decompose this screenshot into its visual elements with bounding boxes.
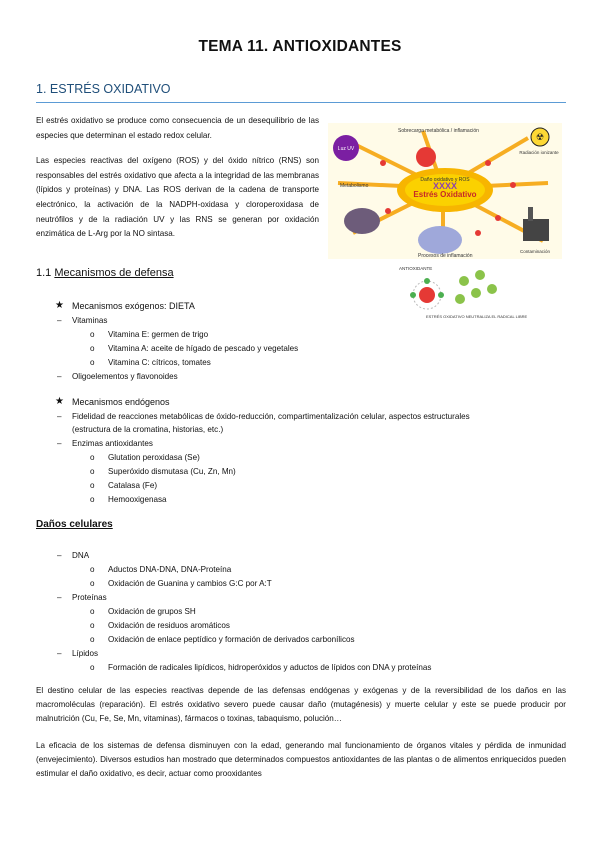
dash-bullet: – <box>57 412 62 421</box>
circle-bullet: o <box>90 607 95 616</box>
antioxidant-bottom: ESTRÉS OXIDATIVO NEUTRALIZA EL RADICAL LIBRE <box>426 314 528 319</box>
endo-item: Enzimas antioxidantes <box>72 439 153 448</box>
circle-bullet: o <box>90 663 95 672</box>
svg-text:☢: ☢ <box>535 133 545 143</box>
radiation-label: Radiación ionizante <box>519 150 559 155</box>
circle-bullet: o <box>90 358 95 367</box>
vitamin-item: Vitamina A: aceite de hígado de pescado y vegetales <box>108 344 299 353</box>
bottom-label: Procesos de inflamación <box>418 253 473 259</box>
dash-bullet: – <box>57 649 62 658</box>
uv-label: Luz UV <box>337 146 355 152</box>
center-top-label: Daño oxidativo y ROS <box>420 177 470 183</box>
heading-text: Mecanismos de defensa <box>54 267 174 279</box>
heading-rule <box>36 102 566 103</box>
radical-icon <box>419 287 435 303</box>
star-bullet: ★ <box>55 300 64 311</box>
section-heading-estres: 1. ESTRÉS OXIDATIVO <box>36 82 171 96</box>
antioxidant-figure <box>396 263 528 331</box>
dash-bullet: – <box>57 551 62 560</box>
dna-glyph: XXXX <box>432 181 458 191</box>
subsection-heading-defensa <box>36 267 174 279</box>
top-label: Sobrecarga metabólica / inflamación <box>398 128 479 134</box>
circle-bullet: o <box>90 344 95 353</box>
antioxidant-label: ANTIOXIDANTE <box>399 266 433 271</box>
oxidative-stress-figure <box>328 123 562 259</box>
dash-bullet: – <box>57 316 62 325</box>
exo-item: Oligoelementos y flavonoides <box>72 372 178 381</box>
damage-item: Oxidación de residuos aromáticos <box>108 621 230 630</box>
damage-item: Formación de radicales lipídicos, hidroperóxidos y aductos de lípidos con DNA y proteínas <box>108 663 432 672</box>
circle-bullet: o <box>90 565 95 574</box>
damage-heading: Daños celulares <box>36 519 113 530</box>
paragraph: La eficacia de los sistemas de defensa disminuyen con la edad, generando mal funcionamiento de órganos vitales y pérdida de inmunidad (envejecimiento). Diversos estudios han mostrado que determinados compuestos antioxidantes de las plantas o de alimentos enriquecidos pueden estimular el daño oxidativo, es decir, actuar como prooxidantes <box>36 740 566 779</box>
damage-category: Proteínas <box>72 593 107 602</box>
circle-bullet: o <box>90 635 95 644</box>
mito-label: Metabolismo <box>340 183 369 189</box>
center-label: Estrés Oxidativo <box>413 190 477 199</box>
dash-bullet: – <box>57 372 62 381</box>
mitochondria-icon <box>344 208 380 234</box>
heading-number: 1.1 <box>36 267 52 279</box>
dash-bullet: – <box>57 439 62 448</box>
closing-text <box>36 684 566 781</box>
exo-item: Vitaminas <box>72 316 108 325</box>
apple-icon <box>416 147 436 167</box>
enzyme-item: Catalasa (Fe) <box>108 481 158 490</box>
vitamin-item: Vitamina C: cítricos, tomates <box>108 358 211 367</box>
exo-title: Mecanismos exógenos: DIETA <box>72 301 195 311</box>
enzyme-item: Glutation peroxidasa (Se) <box>108 453 200 462</box>
endo-item-cont: (estructura de la cromatina, historias, etc.) <box>72 425 224 434</box>
enzyme-item: Hemooxigenasa <box>108 495 167 504</box>
damage-item: Oxidación de grupos SH <box>108 607 196 616</box>
dash-bullet: – <box>57 593 62 602</box>
endo-title: Mecanismos endógenos <box>72 397 170 407</box>
star-bullet: ★ <box>55 396 64 407</box>
paragraph: El destino celular de las especies reactivas depende de las defensas endógenas y exógenas y de la reversibilidad de los daños en las macromoléculas (reparación). El estrés oxidativo severo puede causar daño (mutagénesis) y muerte celular y este se puede producir por malnutrición (Cu, Fe, Se, Mn, vitaminas), fármacos o toxinas, tabaquismo, polución… <box>36 686 566 724</box>
circle-bullet: o <box>90 579 95 588</box>
vitamin-item: Vitamina E: germen de trigo <box>108 330 209 339</box>
paragraph: Las especies reactivas del oxígeno (ROS) y del óxido nítrico (RNS) son responsables del estrés oxidativo que afecta a la integridad de las membranas (lípidos y proteínas) y DNA. Las ROS derivan de la cadena de transporte electrónico, la activación de la NADPH-oxidasa y cloroperoxidasa de neutrófilos y de la radiación UV y las RNS se generan por oxidación enzimática de L-Arg por la NO sintasa. <box>36 156 319 239</box>
circle-bullet: o <box>90 453 95 462</box>
circle-bullet: o <box>90 330 95 339</box>
smoke-label: Contaminación <box>519 249 551 254</box>
circle-bullet: o <box>90 495 95 504</box>
page-title: TEMA 11. ANTIOXIDANTES <box>198 38 402 55</box>
paragraph: El estrés oxidativo se produce como consecuencia de un desequilibrio de las especies que determinan el estado redox celular. <box>36 116 319 140</box>
damage-item: Oxidación de Guanina y cambios G:C por A:T <box>108 579 272 588</box>
cell-icon <box>418 226 462 254</box>
endo-item: Fidelidad de reacciones metabólicas de óxido-reducción, compartimentalización celular, aspectos estructurales <box>72 412 470 421</box>
intro-text <box>36 114 319 242</box>
antioxidant-dots <box>455 270 497 304</box>
damage-item: Aductos DNA-DNA, DNA-Proteína <box>108 565 232 574</box>
enzyme-item: Superóxido dismutasa (Cu, Zn, Mn) <box>108 467 236 476</box>
circle-bullet: o <box>90 467 95 476</box>
factory-icon <box>523 219 549 241</box>
damage-item: Oxidación de enlace peptídico y formación de derivados carbonílicos <box>108 635 355 644</box>
circle-bullet: o <box>90 621 95 630</box>
damage-category: Lípidos <box>72 649 99 658</box>
circle-bullet: o <box>90 481 95 490</box>
damage-category: DNA <box>72 551 90 560</box>
